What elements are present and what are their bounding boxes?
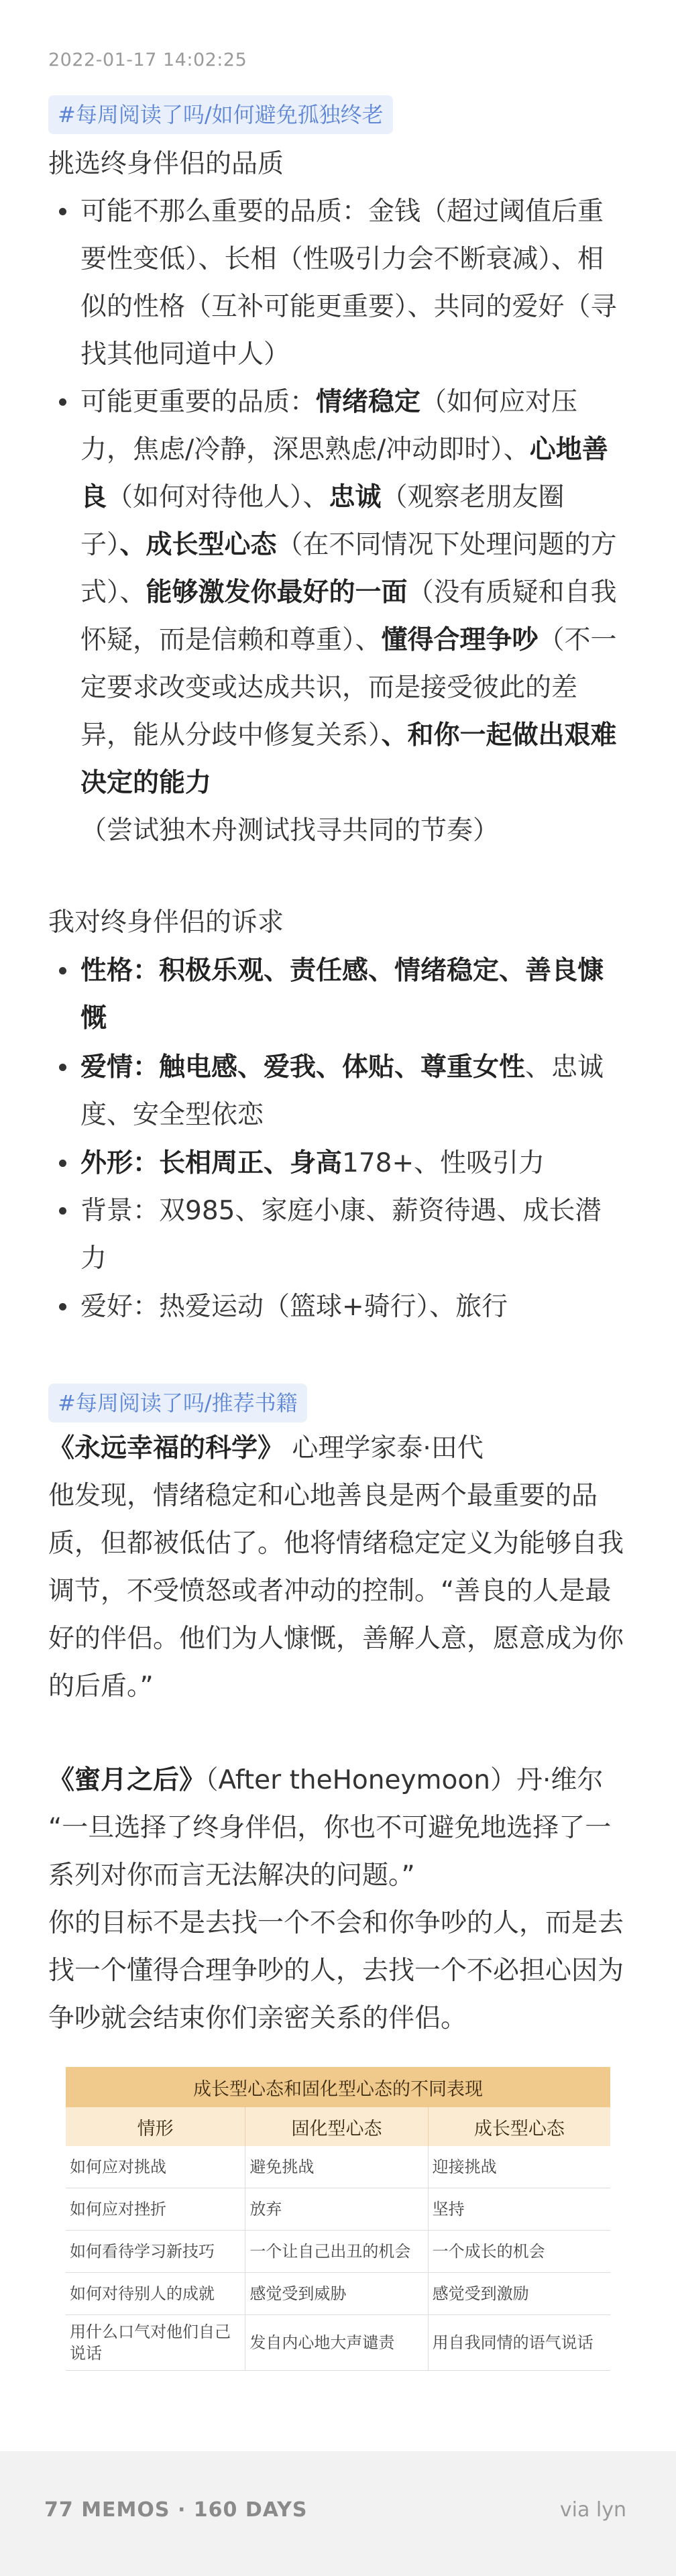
- table-cell: 如何看待学习新技巧: [66, 2231, 245, 2273]
- book-after-honeymoon-body: 你的目标不是去找一个不会和你争吵的人，而是去找一个懂得合理争吵的人，去找一个不必担心因为争吵就会结束你们亲密关系的伴侣。: [48, 1908, 624, 2033]
- list-item-background: 背景：双985、家庭小康、薪资待遇、成长潜力: [48, 1187, 625, 1282]
- table-caption: 成长型心态和固化型心态的不同表现: [66, 2067, 610, 2107]
- table-cell: 一个让自己出丑的机会: [245, 2231, 428, 2273]
- list-item-love: 爱情：触电感、爱我、体贴、尊重女性、忠诚度、安全型依恋: [48, 1044, 625, 1139]
- table-row: [66, 2146, 610, 2188]
- list-item-more-important: 可能更重要的品质：情绪稳定（如何应对压力，焦虑/冷静，深思熟虑/冲动即时）、心地善良（如何对待他人）、忠诚（观察老朋友圈子）、成长型心态（在不同情况下处理问题的方式）、能够激发你最好的一面（没有质疑和自我怀疑，而是信赖和尊重）、懂得合理争吵（不一定要求改变或达成共识，而是接受彼此的差异，能从分歧中修复关系）、和你一起做出艰难决定的能力（尝试独木舟测试找寻共同的节奏）: [48, 378, 625, 854]
- table-cell: 如何应对挫折: [66, 2188, 245, 2231]
- table-cell: 一个成长的机会: [428, 2231, 610, 2273]
- table-cell: 用什么口气对他们自己说话: [66, 2315, 245, 2371]
- table-cell: 如何对待别人的成就: [66, 2273, 245, 2315]
- list-item-appearance: 外形：长相周正、身高178+、性吸引力: [48, 1139, 625, 1187]
- list-item-personality: 性格：积极乐观、责任感、情绪稳定、善良慷慨: [48, 947, 625, 1042]
- table-cell: 避免挑战: [245, 2146, 428, 2188]
- table-header-growth-mindset: 成长型心态: [428, 2107, 610, 2146]
- book-author: （After theHoneymoon）丹·维尔: [205, 1765, 604, 1795]
- memo-timestamp: 2022-01-17 14:02:25: [48, 50, 247, 70]
- table-cell: 感觉受到激励: [428, 2273, 610, 2315]
- table-row: [66, 2315, 610, 2371]
- book-title: 《蜜月之后》: [48, 1765, 206, 1795]
- via-author: via lyn: [559, 2498, 626, 2522]
- mindset-comparison-table: [66, 2067, 610, 2371]
- table-cell: 如何应对挑战: [66, 2146, 245, 2188]
- book-forever-happy-title-line: [48, 1424, 625, 1472]
- table-cell: 迎接挑战: [428, 2146, 610, 2188]
- section-title-qualities: 挑选终身伴侣的品质: [48, 149, 284, 179]
- table-cell: 放弃: [245, 2188, 428, 2231]
- list-item-hobbies: 爱好：热爱运动（篮球+骑行）、旅行: [48, 1283, 625, 1331]
- table-cell: 用自我同情的语气说话: [428, 2315, 610, 2371]
- section-title-requirements: 我对终身伴侣的诉求: [48, 907, 284, 938]
- table-cell: 感觉受到威胁: [245, 2273, 428, 2315]
- memo-stats: 77 MEMOS · 160 DAYS: [44, 2498, 308, 2522]
- tag-recommended-books[interactable]: #每周阅读了吗/推荐书籍: [48, 1384, 307, 1422]
- book-forever-happy-body: 他发现，情绪稳定和心地善良是两个最重要的品质，但都被低估了。他将情绪稳定定义为能够自我调节，不受愤怒或者冲动的控制。“善良的人是最好的伴侣。他们为人慷慨，善解人意，愿意成为你的后盾。”: [48, 1481, 624, 1701]
- table-cell: 发自内心地大声谴责: [245, 2315, 428, 2371]
- book-author: 心理学家泰·田代: [284, 1433, 484, 1463]
- table-row: [66, 2231, 610, 2273]
- list-item-less-important: 可能不那么重要的品质：金钱（超过阈值后重要性变低）、长相（性吸引力会不断衰减）、相似的性格（互补可能更重要）、共同的爱好（寻找其他同道中人）: [48, 188, 625, 378]
- table-row: [66, 2273, 610, 2315]
- book-after-honeymoon-title-line: [48, 1756, 625, 1804]
- table-cell: 坚持: [428, 2188, 610, 2231]
- tag-how-to-avoid-loneliness[interactable]: #每周阅读了吗/如何避免孤独终老: [48, 95, 393, 134]
- table-header-row: [66, 2107, 610, 2146]
- book-title: 《永远幸福的科学》: [48, 1433, 284, 1463]
- table-header-situation: 情形: [66, 2107, 245, 2146]
- table-row: [66, 2188, 610, 2231]
- footer-bar: [0, 2451, 676, 2576]
- table-header-fixed-mindset: 固化型心态: [245, 2107, 428, 2146]
- book-after-honeymoon-quote: “一旦选择了终身伴侣，你也不可避免地选择了一系列对你而言无法解决的问题。”: [48, 1813, 612, 1891]
